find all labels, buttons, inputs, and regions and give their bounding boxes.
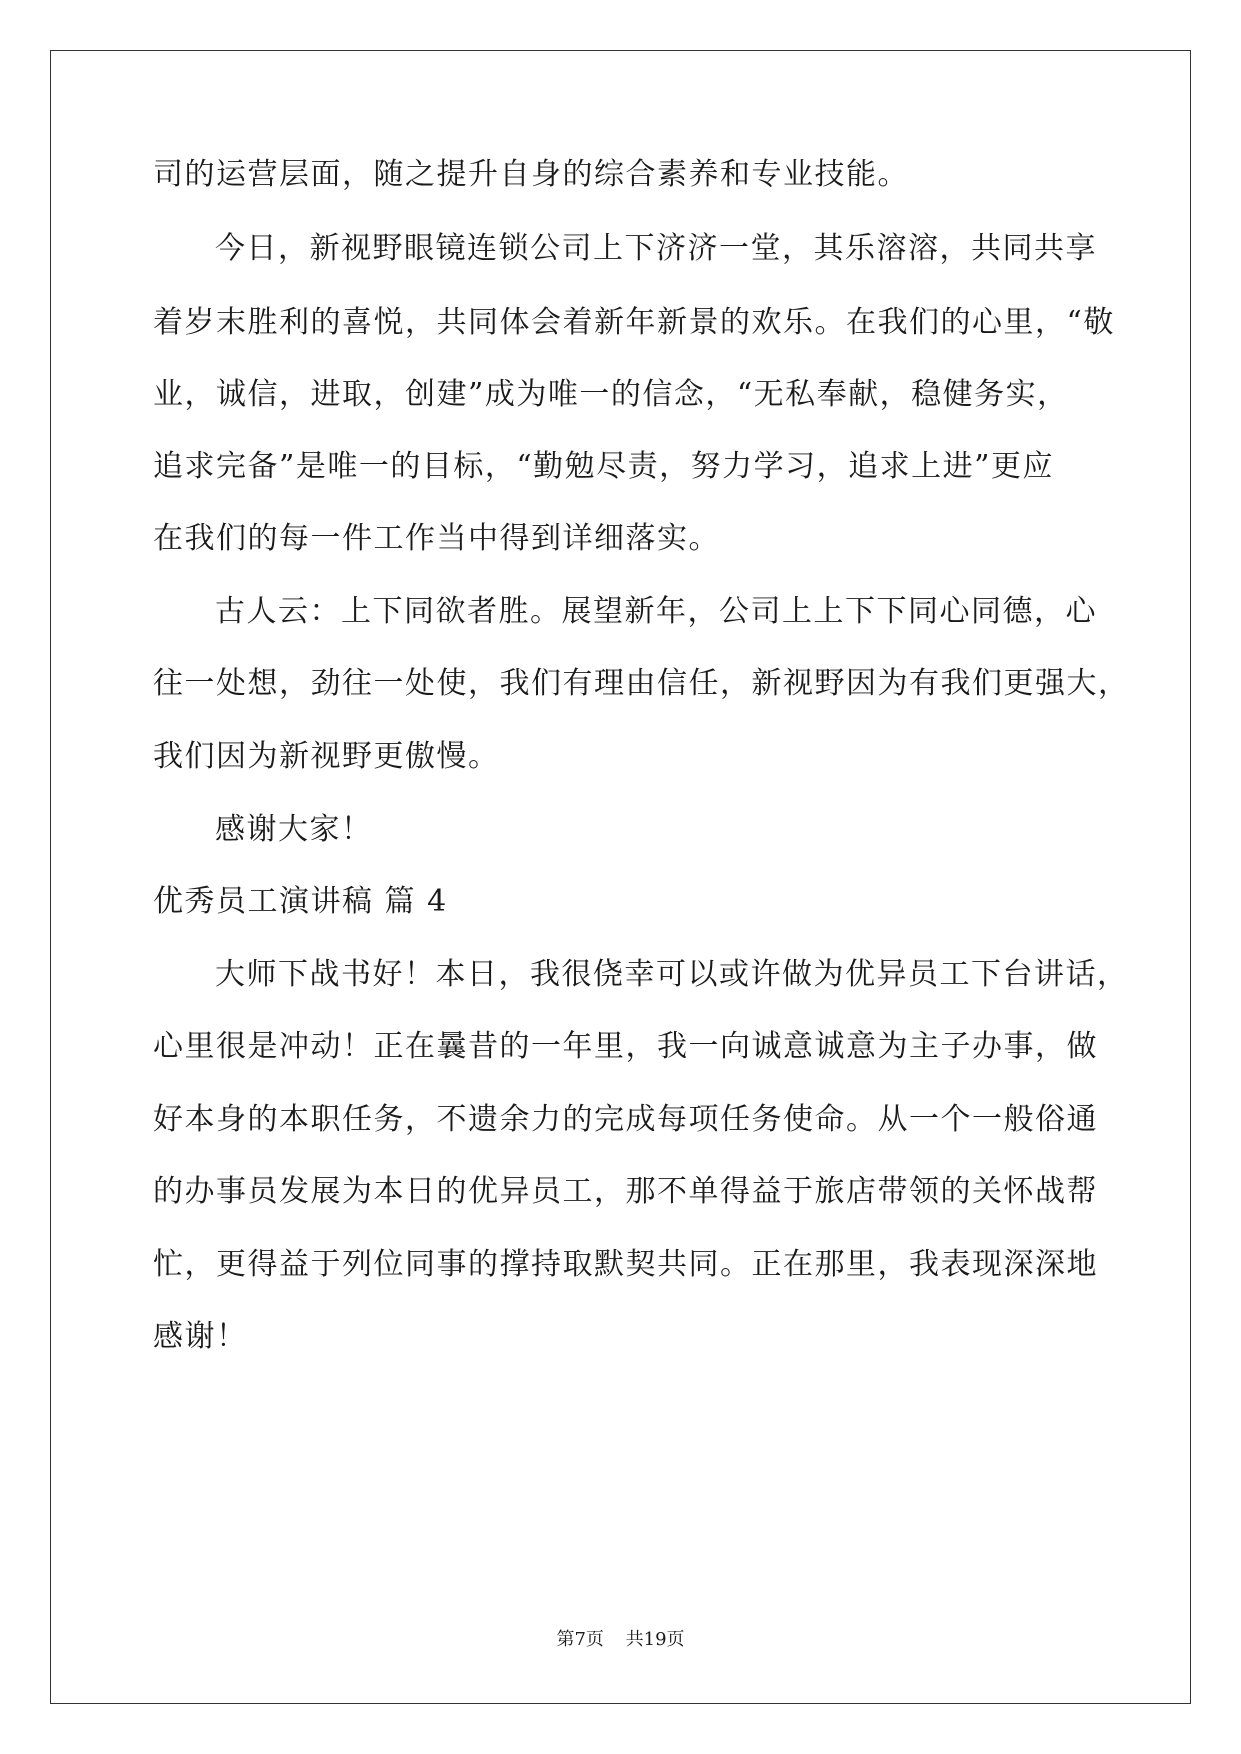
paragraph-line: 忙，更得益于列位同事的撑持取默契共同。正在那里，我表现深深地 <box>153 1247 1098 1282</box>
paragraph-line: 司的运营层面，随之提升自身的综合素养和专业技能。 <box>153 157 909 192</box>
paragraph-line: 业，诚信，进取，创建”成为唯一的信念，“无私奉献，稳健务实， <box>153 377 1069 412</box>
page-footer <box>0 1628 1241 1652</box>
paragraph-line: 心里很是冲动！正在曩昔的一年里，我一向诚意诚意为主子办事，做 <box>153 1029 1098 1064</box>
paragraph-line: 大师下战书好！本日，我很侥幸可以或许做为优异员工下台讲话， <box>215 957 1129 992</box>
paragraph-line: 往一处想，劲往一处使，我们有理由信任，新视野因为有我们更强大， <box>153 666 1130 701</box>
paragraph-line: 好本身的本职任务，不遗余力的完成每项任务使命。从一个一般俗通 <box>153 1102 1098 1137</box>
paragraph-line: 着岁末胜利的喜悦，共同体会着新年新景的欢乐。在我们的心里，“敬 <box>153 305 1115 340</box>
section-heading: 优秀员工演讲稿 篇 4 <box>153 884 448 919</box>
paragraph-line: 感谢！ <box>153 1319 248 1354</box>
paragraph-line: 追求完备”是唯一的目标，“勤勉尽责，努力学习，追求上进”更应 <box>153 449 1055 484</box>
paragraph-line: 我们因为新视野更傲慢。 <box>153 739 500 774</box>
paragraph-line: 在我们的每一件工作当中得到详细落实。 <box>153 521 720 556</box>
page-number: 第7页 <box>556 1629 604 1650</box>
page-total: 共19页 <box>625 1629 685 1650</box>
paragraph-line: 的办事员发展为本日的优异员工，那不单得益于旅店带领的关怀战帮 <box>153 1174 1098 1209</box>
paragraph-line: 今日，新视野眼镜连锁公司上下济济一堂，其乐溶溶，共同共享 <box>215 231 1097 266</box>
paragraph-line: 感谢大家！ <box>215 812 373 847</box>
page-border <box>50 50 1191 1704</box>
paragraph-line: 古人云：上下同欲者胜。展望新年，公司上上下下同心同德，心 <box>215 594 1097 629</box>
